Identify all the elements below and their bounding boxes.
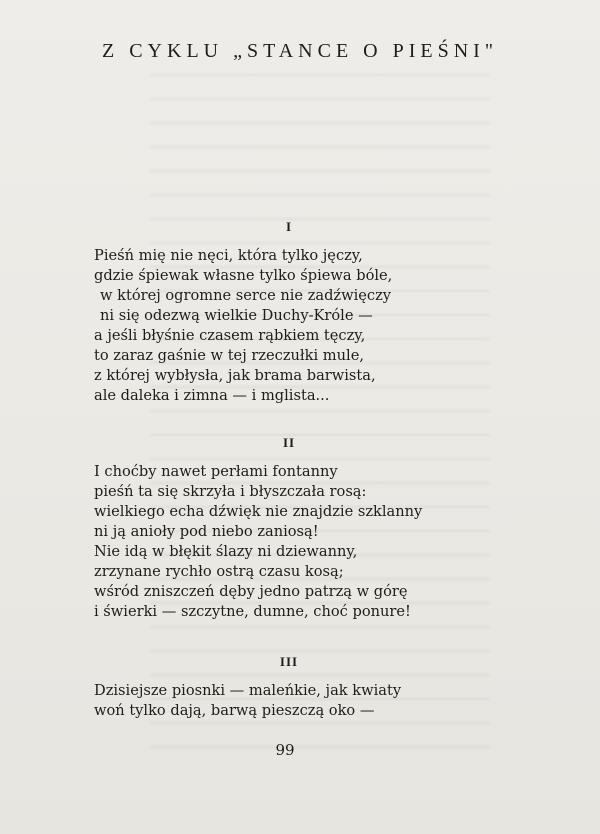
verse-line: Nie idą w błękit ślazy ni dziewanny, — [94, 543, 358, 560]
verse-line: z której wybłysła, jak brama barwista, — [94, 367, 376, 384]
stanza-1 — [94, 246, 392, 406]
stanza-2 — [94, 462, 422, 622]
section-number-2: II — [282, 435, 296, 450]
verse-line: wielkiego echa dźwięk nie znajdzie szklanny — [94, 503, 423, 520]
verse-line: a jeśli błyśnie czasem rąbkiem tęczy, — [94, 327, 366, 344]
page-title: Z CYKLU „STANCE O PIEŚNI" — [102, 40, 498, 62]
verse-line: w której ogromne serce nie zadźwięczy — [100, 287, 392, 304]
verse-line: pieśń ta się skrzyła i błyszczała rosą: — [94, 483, 367, 500]
verse-line: woń tylko dają, barwą pieszczą oko — — [94, 702, 375, 719]
section-number-3: III — [279, 654, 299, 669]
verse-line: wśród zniszczeń dęby jedno patrzą w górę — [94, 583, 408, 600]
verse-line: Dzisiejsze piosnki — maleńkie, jak kwiaty — [94, 682, 402, 699]
verse-line: ale daleka i zimna — i mglista... — [94, 387, 330, 404]
verse-line: Pieśń mię nie nęci, która tylko jęczy, — [94, 247, 363, 264]
page-number: 99 — [275, 741, 295, 759]
verse-line: zrzynane rychło ostrą czasu kosą; — [94, 563, 344, 580]
verse-line: to zaraz gaśnie w tej rzeczułki mule, — [94, 347, 364, 364]
verse-line: i świerki — szczytne, dumne, choć ponure! — [94, 603, 411, 620]
verse-line: ni się odezwą wielkie Duchy-Króle — — [100, 307, 373, 324]
verse-line: gdzie śpiewak własne tylko śpiewa bóle, — [94, 267, 393, 284]
verse-line: ni ją anioły pod niebo zaniosą! — [94, 523, 319, 540]
stanza-3 — [94, 681, 401, 721]
section-number-1: I — [285, 219, 293, 234]
verse-line: I choćby nawet perłami fontanny — [94, 463, 338, 480]
